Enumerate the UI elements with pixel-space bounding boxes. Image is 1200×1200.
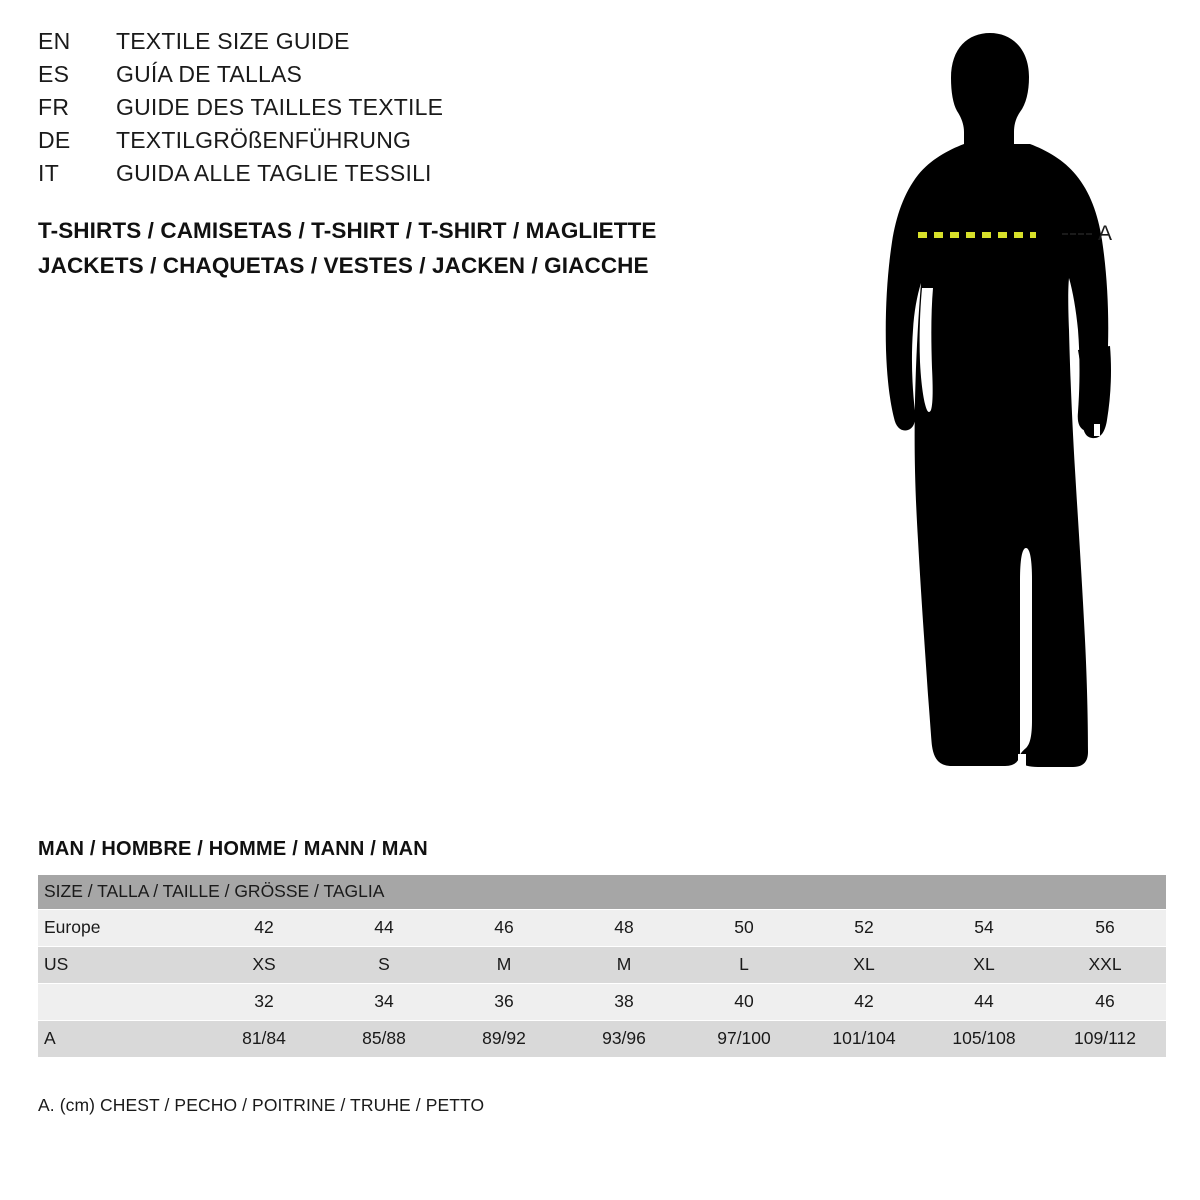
category-tshirts: T-SHIRTS / CAMISETAS / T-SHIRT / T-SHIRT / MAGLIETTE	[38, 218, 657, 243]
language-row	[38, 129, 778, 152]
language-code: EN	[38, 28, 71, 54]
row-cell: 32	[204, 984, 324, 1021]
row-cell: XL	[924, 947, 1044, 984]
row-cell: L	[684, 947, 804, 984]
row-cell: 34	[324, 984, 444, 1021]
row-cell: 42	[204, 910, 324, 947]
row-cell: 42	[804, 984, 924, 1021]
row-cell: XS	[204, 947, 324, 984]
table-row	[38, 1021, 1166, 1058]
row-cell: 48	[564, 910, 684, 947]
row-cell: S	[324, 947, 444, 984]
language-code: DE	[38, 127, 71, 153]
chest-leader-line	[1062, 233, 1092, 235]
male-silhouette-icon	[830, 20, 1170, 790]
row-cell: 89/92	[444, 1021, 564, 1058]
garment-category-list	[38, 220, 818, 289]
row-cell: 105/108	[924, 1021, 1044, 1058]
language-title: TEXTILE SIZE GUIDE	[116, 28, 350, 54]
row-cell: 85/88	[324, 1021, 444, 1058]
language-title: GUIDA ALLE TAGLIE TESSILI	[116, 160, 432, 186]
row-cell: XXL	[1044, 947, 1166, 984]
language-code: ES	[38, 61, 70, 87]
language-code: FR	[38, 94, 70, 120]
row-cell: 40	[684, 984, 804, 1021]
language-row	[38, 162, 778, 185]
table-footnote: A. (cm) CHEST / PECHO / POITRINE / TRUHE / PETTO	[38, 1095, 485, 1115]
size-table-section	[38, 838, 1166, 1058]
language-row	[38, 96, 778, 119]
row-cell: M	[444, 947, 564, 984]
row-cell: 93/96	[564, 1021, 684, 1058]
table-row	[38, 947, 1166, 984]
row-cell: 52	[804, 910, 924, 947]
language-code: IT	[38, 160, 60, 186]
row-cell: 54	[924, 910, 1044, 947]
row-label	[38, 984, 204, 1021]
table-row	[38, 910, 1166, 947]
row-label: A	[38, 1021, 204, 1058]
row-cell: 46	[444, 910, 564, 947]
language-row	[38, 30, 778, 53]
row-cell: 44	[324, 910, 444, 947]
row-cell: 81/84	[204, 1021, 324, 1058]
row-cell: 50	[684, 910, 804, 947]
body-silhouette-figure	[830, 20, 1170, 790]
language-title: GUIDE DES TAILLES TEXTILE	[116, 94, 444, 120]
table-group-title: MAN / HOMBRE / HOMME / MANN / MAN	[38, 838, 428, 860]
language-row	[38, 63, 778, 86]
category-jackets: JACKETS / CHAQUETAS / VESTES / JACKEN / GIACCHE	[38, 252, 649, 278]
row-label: Europe	[38, 910, 204, 947]
row-cell: M	[564, 947, 684, 984]
row-cell: 36	[444, 984, 564, 1021]
row-label: US	[38, 947, 204, 984]
language-title: GUÍA DE TALLAS	[116, 61, 303, 87]
row-cell: 38	[564, 984, 684, 1021]
table-row	[38, 984, 1166, 1021]
row-cell: 97/100	[684, 1021, 804, 1058]
row-cell: XL	[804, 947, 924, 984]
size-table	[38, 875, 1166, 1058]
table-header-row	[38, 875, 1166, 910]
language-title-list	[38, 30, 778, 195]
row-cell: 46	[1044, 984, 1166, 1021]
row-cell: 101/104	[804, 1021, 924, 1058]
row-cell: 56	[1044, 910, 1166, 947]
row-cell: 44	[924, 984, 1044, 1021]
row-cell: 109/112	[1044, 1021, 1166, 1058]
language-title: TEXTILGRÖßENFÜHRUNG	[116, 127, 412, 153]
table-header-label: SIZE / TALLA / TAILLE / GRÖSSE / TAGLIA	[38, 875, 1166, 910]
chest-measure-label: A	[1098, 222, 1113, 245]
